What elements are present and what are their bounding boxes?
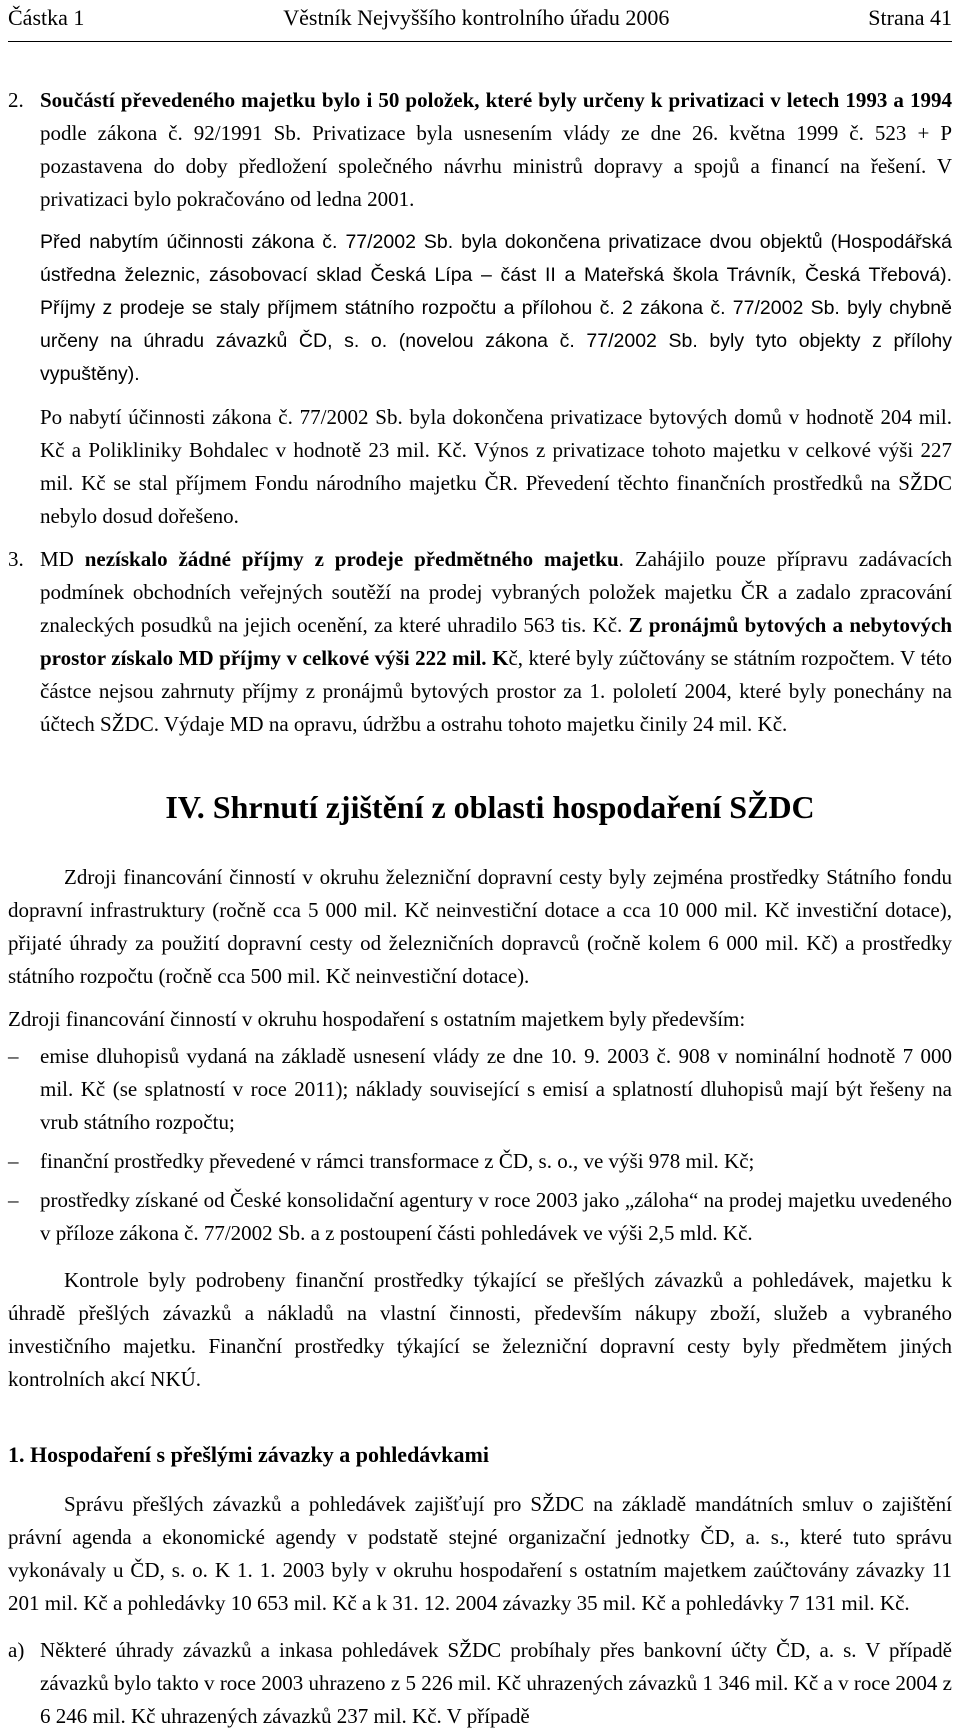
section-iv-paragraph-2: Zdroji financování činností v okruhu hospodaření s ostatním majetkem byly především: xyxy=(8,1007,746,1031)
section-iv-paragraph-3: Kontrole byly podrobeny finanční prostředky týkající se přešlých závazků a pohledávek, majetku k úhradě přešlých závazků a nákladů na vlastní činnosti, především nákupy zboží, služeb a vybraného investičního majetku. Finanční prostředky týkající se železniční dopravní cesty byly předmětem jiných kontrolních akcí NKÚ. xyxy=(8,1268,952,1391)
document-page xyxy=(8,0,952,1733)
list-item xyxy=(8,1184,952,1250)
sources-list xyxy=(8,1040,952,1250)
list-item xyxy=(8,1145,952,1178)
item-2-paragraph xyxy=(40,84,952,216)
page-header xyxy=(8,0,952,42)
section-1-title: 1. Hospodaření s přešlými závazky a pohledávkami xyxy=(8,1442,489,1467)
item-a-label: a) xyxy=(8,1638,25,1662)
item-3-bold-2: Z pronájmů bytových a nebytových prostor získalo MD příjmy v celkové výši 222 mil. K xyxy=(40,613,952,670)
section-iv-paragraph-1: Zdroji financování činností v okruhu železniční dopravní cesty byly zejména prostředky Státního fondu dopravní infrastruktury (ročně cca 5 000 mil. Kč neinvestiční dotace a cca 10 000 mil. Kč investiční dotace), přijaté úhrady za použití dopravní cesty od železničních dopravců (ročně kolem 6 000 mil. Kč) a prostředky státního rozpočtu (ročně cca 500 mil. Kč neinvestiční dotace). xyxy=(8,865,952,988)
item-3-text-1: MD xyxy=(40,547,85,571)
item-2 xyxy=(8,84,952,533)
item-a-text: Některé úhrady závazků a inkasa pohledávek SŽDC probíhaly přes bankovní účty ČD, a. s. V případě závazků bylo takto v roce 2003 uhrazeno z 5 226 mil. Kč uhrazených závazků 1 346 mil. Kč a v roce 2004 z 6 246 mil. Kč uhrazených závazků 237 mil. Kč. V případě xyxy=(40,1638,952,1728)
list-dash: – xyxy=(8,1188,19,1212)
item-3-text-2: . Zahájilo pouze přípravu zadávacích podmínek obchodních veřejných soutěží na prodej vybraných položek majetku ČR a zadalo zpracování znaleckých posudků na jejich ocenění, za které uhradilo 563 tis. Kč. xyxy=(40,547,953,637)
header-publication: Věstník Nejvyššího kontrolního úřadu 2006 xyxy=(283,5,670,30)
section-iv-title: IV. Shrnutí zjištění z oblasti hospodaření SŽDC xyxy=(165,789,815,825)
list-dash: – xyxy=(8,1044,19,1068)
header-page-number: Strana 41 xyxy=(868,5,952,30)
list-item-text: prostředky získané od České konsolidační agentury v roce 2003 jako „záloha“ na prodej majetku uvedeného v příloze zákona č. 77/2002 Sb. a z postoupení části pohledávek ve výši 2,5 mld. Kč. xyxy=(40,1188,952,1245)
section-1-item-a xyxy=(8,1634,952,1733)
item-3-paragraph xyxy=(40,543,952,741)
item-2-paragraph-2: Před nabytím účinnosti zákona č. 77/2002 Sb. byla dokončena privatizace dvou objektů (Hospodářská ústředna železnic, zásobovací sklad Česká Lípa – část II a Mateřská škola Trávník, Česká Třebová). Příjmy z prodeje se staly příjmem státního rozpočtu a přílohou č. 2 zákona č. 77/2002 Sb. byly chybně určeny na úhradu závazků ČD, s. o. (novelou zákona č. 77/2002 Sb. byly tyto objekty z přílohy vypuštěny). xyxy=(40,231,952,385)
item-3 xyxy=(8,543,952,741)
item-2-text: podle zákona č. 92/1991 Sb. Privatizace byla usnesením vlády ze dne 26. května 1999 č. 523 + P pozastavena do doby předložení společného návrhu ministrů dopravy a spojů a financí na řešení. V privatizaci bylo pokračováno od ledna 2001. xyxy=(40,121,952,211)
list-item-text: emise dluhopisů vydaná na základě usnesení vlády ze dne 10. 9. 2003 č. 908 v nominální hodnotě 7 000 mil. Kč (se splatností v roce 2011); náklady související s emisí a splatností dluhopisů mají být řešeny na vrub státního rozpočtu; xyxy=(40,1044,952,1134)
item-3-bold-1: nezískalo žádné příjmy z prodeje předmětného majetku xyxy=(84,547,619,571)
section-1-paragraph-1: Správu přešlých závazků a pohledávek zajišťují pro SŽDC na základě mandátních smluv o zajištění právní agenda a ekonomické agendy v podstatě stejné organizační jednotky ČD, a. s., které tuto správu vykonávaly u ČD, s. o. K 1. 1. 2003 byly v okruhu hospodaření s ostatním majetkem zaúčtovány závazky 11 201 mil. Kč a pohledávky 10 653 mil. Kč a k 31. 12. 2004 závazky 35 mil. Kč a pohledávky 7 131 mil. Kč. xyxy=(8,1492,952,1615)
list-dash: – xyxy=(8,1149,19,1173)
item-3-number: 3. xyxy=(8,547,24,571)
list-item-text: finanční prostředky převedené v rámci transformace z ČD, s. o., ve výši 978 mil. Kč; xyxy=(40,1149,755,1173)
item-2-bold: Součástí převedeného majetku bylo i 50 položek, které byly určeny k privatizaci v letech 1993 a 1994 xyxy=(40,88,952,112)
item-3-text-3: č, které byly zúčtovány se státním rozpočtem. V této částce nejsou zahrnuty příjmy z pronájmů bytových prostor za 1. pololetí 2004, které byly ponechány na účtech SŽDC. Výdaje MD na opravu, údržbu a ostrahu tohoto majetku činily 24 mil. Kč. xyxy=(40,646,952,736)
item-2-number: 2. xyxy=(8,88,24,112)
item-2-paragraph-3: Po nabytí účinnosti zákona č. 77/2002 Sb. byla dokončena privatizace bytových domů v hodnotě 204 mil. Kč a Polikliniky Bohdalec v hodnotě 23 mil. Kč. Výnos z privatizace tohoto majetku v celkové výši 227 mil. Kč se stal příjmem Fondu národního majetku ČR. Převedení těchto finančních prostředků na SŽDC nebylo dosud dořešeno. xyxy=(40,405,952,528)
header-issue: Částka 1 xyxy=(8,5,85,30)
list-item xyxy=(8,1040,952,1139)
